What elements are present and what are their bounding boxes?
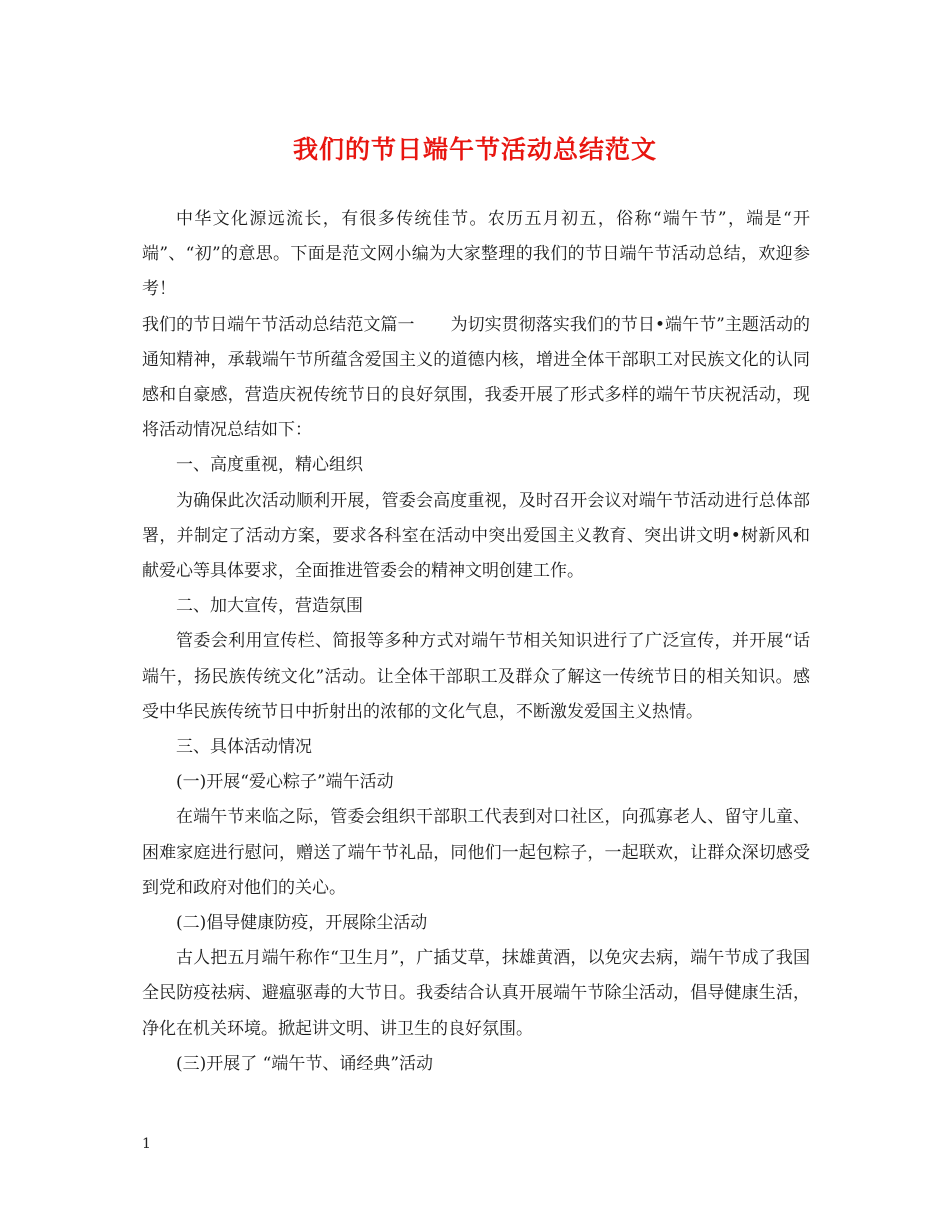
- heading-part-three: 三、具体活动情况: [176, 737, 312, 758]
- paragraph-section-one: [142, 308, 810, 449]
- subheading-activity-one: (一)开展“爱心粽子”端午活动: [176, 772, 394, 793]
- document-title: 我们的节日端午节活动总结范文: [292, 135, 657, 164]
- paragraph-part-one: 为确保此次活动顺利开展，管委会高度重视，及时召开会议对端午节活动进行总体部署，并制定了活动方案，要求各科室在活动中突出爱国主义教育、突出讲文明•树新风和献爱心等具体要求，全面推进管委会的精神文明创建工作。: [142, 490, 810, 582]
- section-heading-inline: 我们的节日端午节活动总结范文篇一: [142, 314, 415, 335]
- section-one-text: 为切实贯彻落实我们的节日•端午节”主题活动的通知精神，承载端午节所蕴含爱国主义的道德内核，增进全体干部职工对民族文化的认同感和自豪感，营造庆祝传统节日的良好氛围，我委开展了形式多样的端午节庆祝活动，现将活动情况总结如下：: [142, 314, 811, 441]
- subheading-activity-two: (二)倡导健康防疫，开展除尘活动: [176, 913, 428, 934]
- paragraph-activity-two: 古人把五月端午称作“卫生月”，广插艾草，抹雄黄酒，以免灾去病，端午节成了我国全民防疫祛病、避瘟驱毒的大节日。我委结合认真开展端午节除尘活动，倡导健康生活，净化在机关环境。掀起讲文明、讲卫生的良好氛围。: [142, 948, 810, 1039]
- paragraph-part-two: 管委会利用宣传栏、简报等多种方式对端午节相关知识进行了广泛宣传，并开展“话端午，扬民族传统文化”活动。让全体干部职工及群众了解这一传统节日的相关知识。感受中华民族传统节日中折射出的浓郁的文化气息，不断激发爱国主义热情。: [142, 631, 810, 722]
- heading-part-one: 一、高度重视，精心组织: [176, 455, 363, 476]
- heading-part-two: 二、加大宣传，营造氛围: [176, 596, 363, 617]
- subheading-activity-three: (三)开展了 “端午节、诵经典”活动: [176, 1053, 434, 1074]
- document-body: [142, 202, 810, 1082]
- paragraph-activity-one: 在端午节来临之际，管委会组织干部职工代表到对口社区，向孤寡老人、留守儿童、困难家庭进行慰问，赠送了端午节礼品，同他们一起包粽子，一起联欢，让群众深切感受到党和政府对他们的关心。: [142, 807, 810, 898]
- page-number: 1: [142, 1136, 151, 1152]
- paragraph-intro: 中华文化源远流长，有很多传统佳节。农历五月初五，俗称“端午节”，端是“开端”、“初”的意思。下面是范文网小编为大家整理的我们的节日端午节活动总结，欢迎参考！: [142, 209, 810, 300]
